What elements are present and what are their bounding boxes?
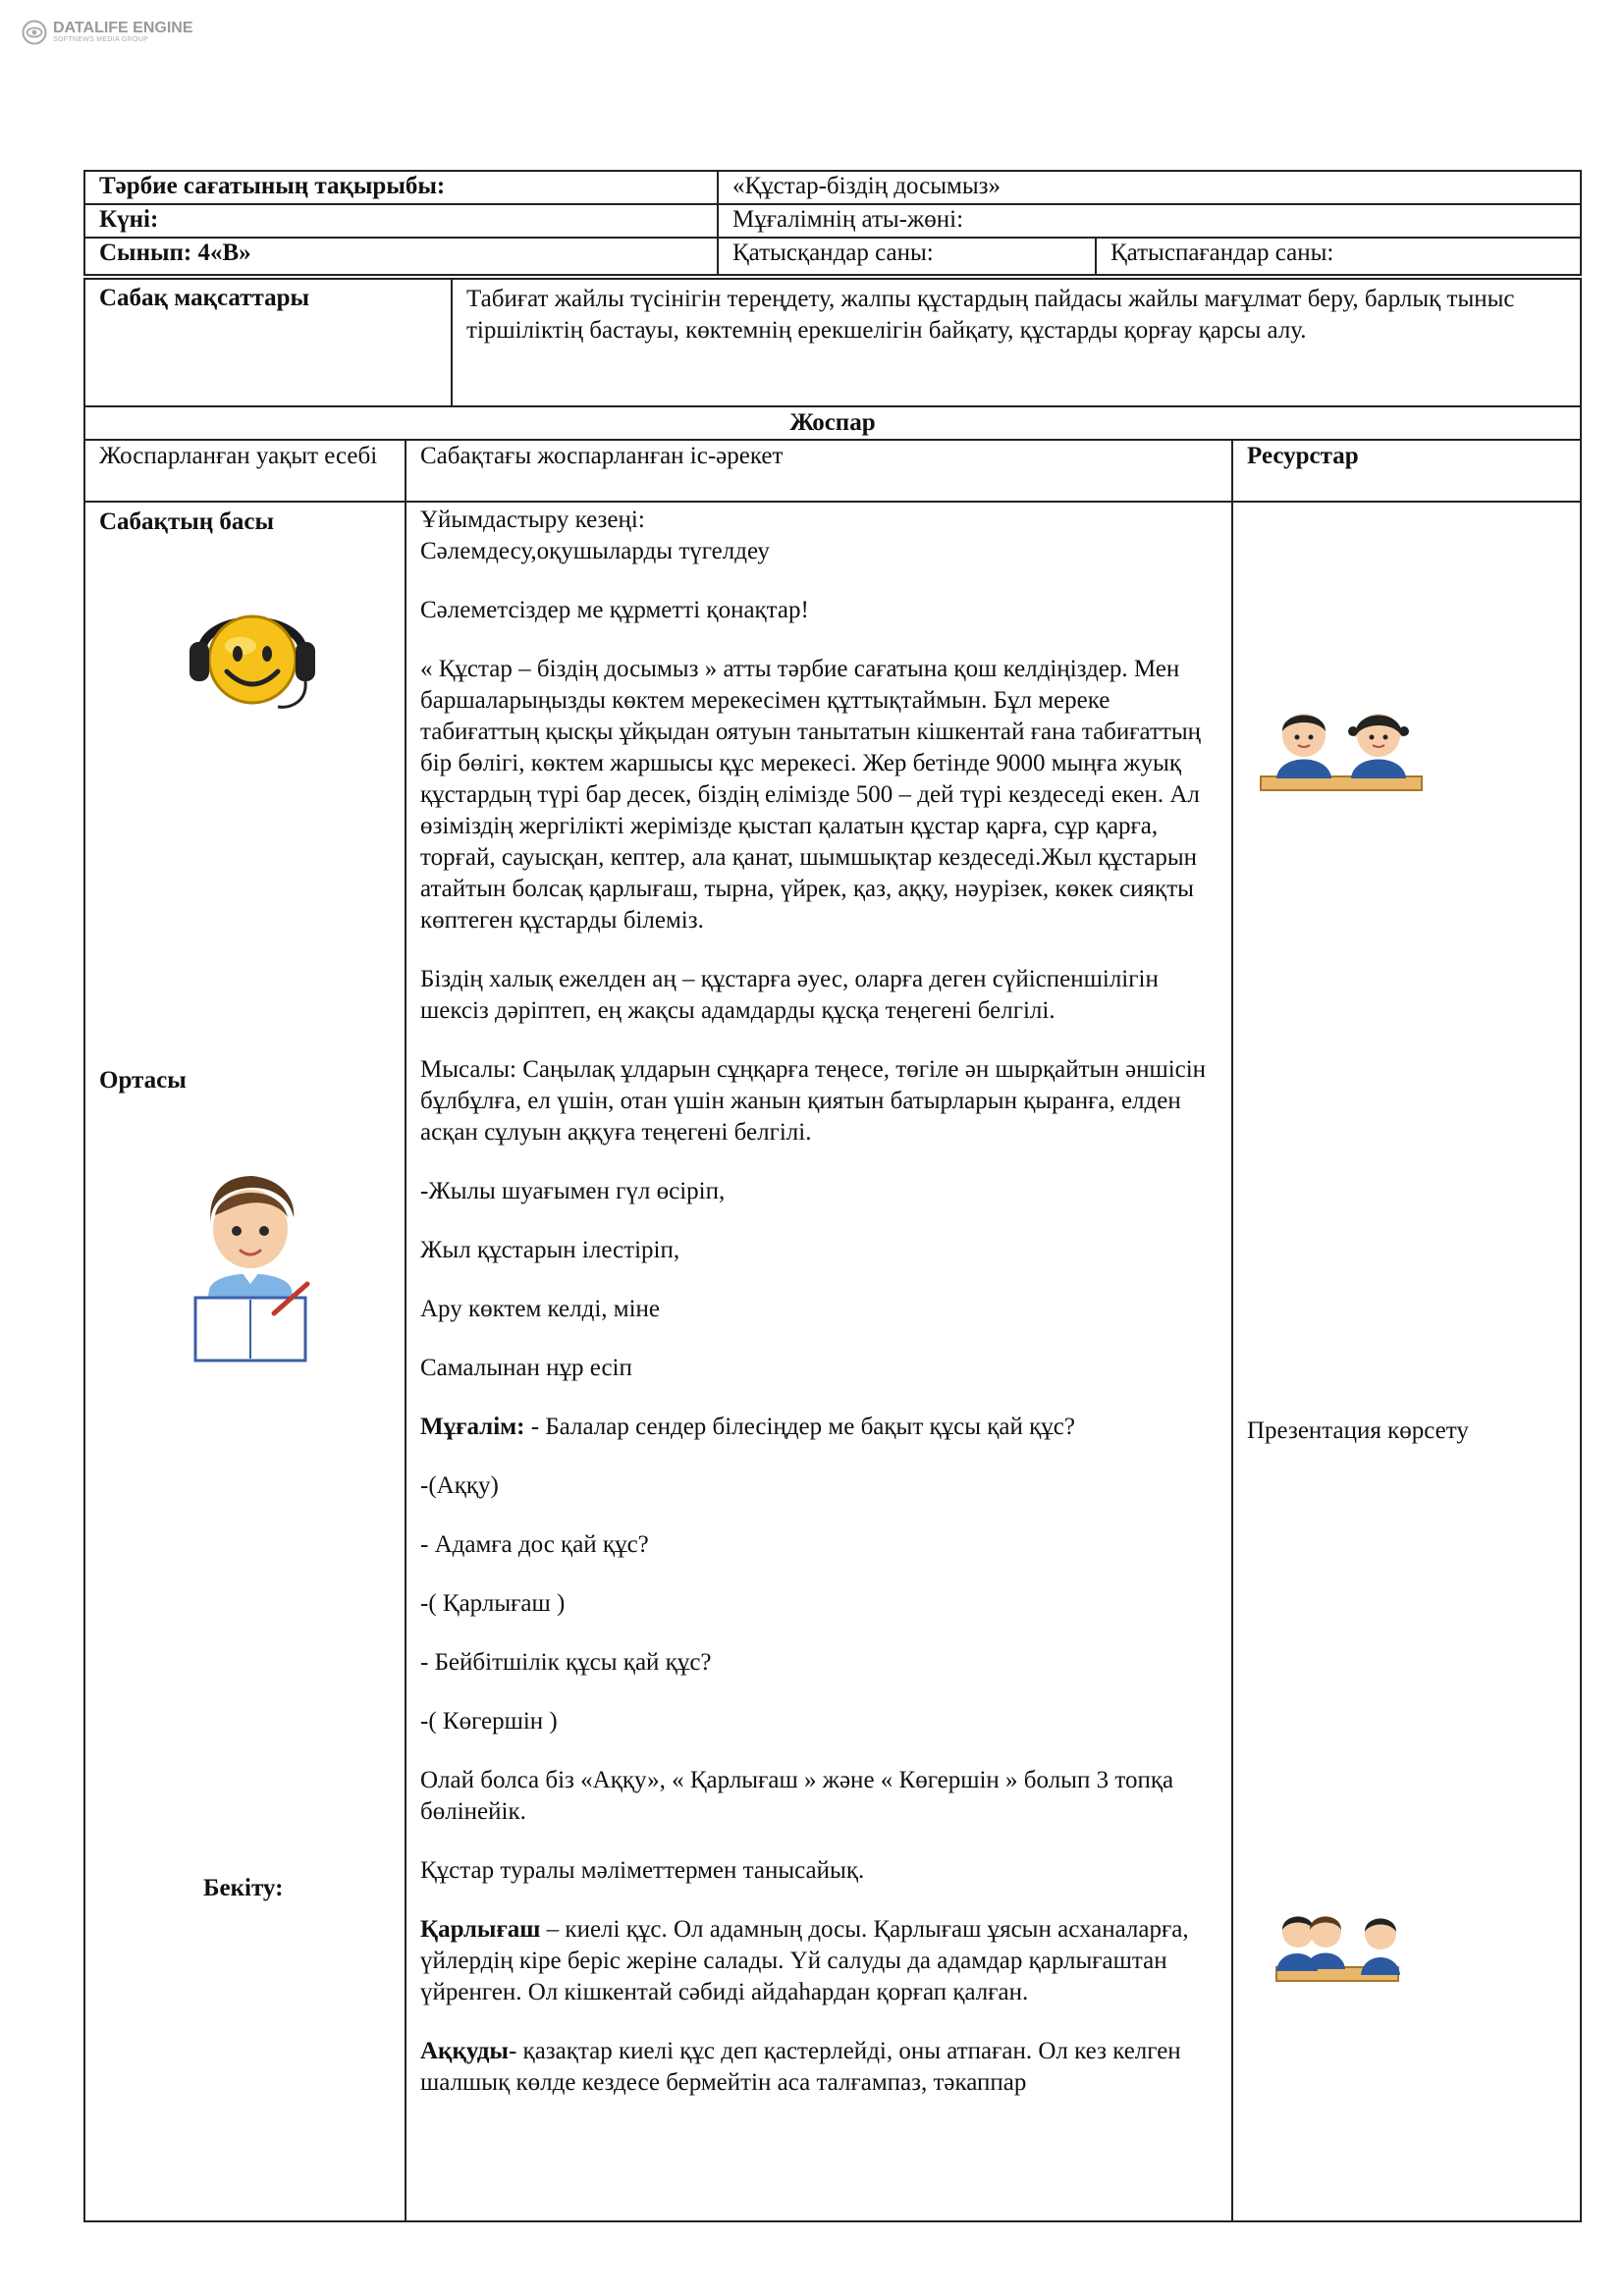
activity-cell [406,502,1232,2221]
activity-org-stage: Ұйымдастыру кезеңі: [420,507,645,533]
students-discussion-icon [1269,1908,1406,1995]
swallow-info [420,1914,1218,2008]
teacher-label: Мұғалімнің аты-жөні: [718,204,1581,238]
col-activity-header: Сабақтағы жоспарланған іс-әрекет [406,440,1232,502]
col-time-header: Жоспарланған уақыт есебі [84,440,406,502]
col-resources-header: Ресурстар [1232,440,1581,502]
topic-value: «Құстар-біздің досымыз» [718,171,1581,204]
eye-logo-icon [22,20,47,45]
watermark-title: DATALIFE ENGINE [53,20,193,36]
groups-instruction: Олай болса біз «Аққу», « Қарлығаш » және « Көгершін » болып 3 топқа бөлінейік. [420,1767,1174,1825]
resource-presentation: Презентация көрсету [1247,1417,1469,1444]
answer-2: -( Қарлығаш ) [420,1590,566,1617]
resources-cell [1232,502,1581,2221]
swallow-text: – киелі құс. Ол адамның досы. Қарлығаш ұясын асханаларға, үйлердің кіре беріс жеріне салады. Үй салуды да адамдар қарлығаштан үйренген. Ол кішкентай сәбиді айдаһардан қорғап қалған. [420,1916,1189,2005]
watermark [22,20,193,45]
poem-line-4: Самалынан нұр есіп [420,1355,632,1381]
birds-info-intro: Құстар туралы мәліметтермен танысайық. [420,1857,865,1884]
topic-label: Тәрбие сағатының тақырыбы: [84,171,718,204]
smiley-headphones-icon [184,589,321,722]
question-2: - Адамға дос қай құс? [420,1531,649,1558]
boy-with-book-icon [189,1166,317,1364]
poem-line-2: Жыл құстарын ілестіріп, [420,1237,680,1263]
poem-line-3: Ару көктем келді, міне [420,1296,661,1322]
swan-term: Аққуды [420,2038,509,2064]
header-table [83,170,1582,276]
swan-text: - қазақтар киелі құс деп қастерлейді, оны атпаған. Ол кез келген шалшық көлде кездесе бермейтін аса талғампаз, тәкаппар [420,2038,1181,2096]
activity-examples: Мысалы: Саңылақ ұлдарын сұңқарға теңесе, төгіле ән шырқайтын әншісін бұлбұлға, ел үшін, отан үшін жанын қиятын батырларын қыранға, елден асқан сұлуын аққуға теңегені белгілі. [420,1056,1207,1146]
teacher-question-1 [420,1412,1218,1443]
date-label: Күні: [84,204,718,238]
watermark-subtitle: SOFTNEWS MEDIA GROUP [53,36,149,43]
present-label: Қатысқандар саны: [718,238,1096,275]
goals-text: Табиғат жайлы түсінігін тереңдету, жалпы құстардың пайдасы жайлы мағұлмат беру, барлық тыныс тіршіліктің бастауы, көктемнің ерекшелігін байқату, құстарды қорғау қарсы алу. [452,279,1581,406]
swallow-term: Қарлығаш [420,1916,541,1943]
goals-label: Сабақ мақсаттары [84,279,452,406]
stage-start: Сабақтың басы [99,508,275,535]
answer-3: -( Көгершін ) [420,1708,558,1735]
question-3: - Бейбітшілік құсы қай құс? [420,1649,712,1676]
teacher-label: Мұғалім: [420,1414,525,1440]
poem-line-1: -Жылы шуағымен гүл өсіріп, [420,1178,726,1204]
activity-intro-paragraph: « Құстар – біздің досымыз » атты тәрбие сағатына қош келдіңіздер. Мен баршаларыңызды көктем мерекесімен құттықтаймын. Бұл мереке табиғаттың қысқы ұйқыдан оятуын танытатын кішкентай ғана табиғаттың бір бөлігі, көктем жаршысы құс мерекесі. Жер бетінде 9000 мыңға жуық құстардың түрі бар десек, біздің елімізде 500 – дей түрі кездеседі екен. Ал өзіміздің жергілікті жерімізде қыстап қалатын құстар қарға, сұр қарға, торғай, сауысқан, кептер, ала қанат, шымшықтар кездеседі.Жыл құстарын атайтын болсақ қарлығаш, тырна, үйрек, қаз, аққу, нәурізек, көкек сияқты көптеген құстарды білеміз. [420,656,1202,934]
students-at-desk-icon [1257,704,1426,810]
stage-middle: Ортасы [99,1067,187,1094]
question-text: - Балалар сендер білесіңдер ме бақыт құсы қай құс? [524,1414,1075,1440]
stage-fix: Бекіту: [203,1875,284,1901]
class-label: Сынып: 4«В» [84,238,718,275]
stages-cell [84,502,406,2221]
activity-people-birds: Біздің халық ежелден аң – құстарға әуес, оларға деген сүйіспеншілігін шексіз дәріптеп, ең жақсы адамдарды құсқа теңегені белгілі. [420,966,1159,1024]
goals-table [83,278,1582,407]
activity-welcome: Сәлеметсіздер ме құрметті қонақтар! [420,597,809,623]
absent-label: Қатыспағандар саны: [1096,238,1581,275]
answer-1: -(Аққу) [420,1472,499,1499]
swan-info [420,2036,1218,2099]
plan-title: Жоспар [84,406,1581,440]
activity-greeting: Сәлемдесу,оқушыларды түгелдеу [420,538,770,564]
plan-table [83,405,1582,2222]
